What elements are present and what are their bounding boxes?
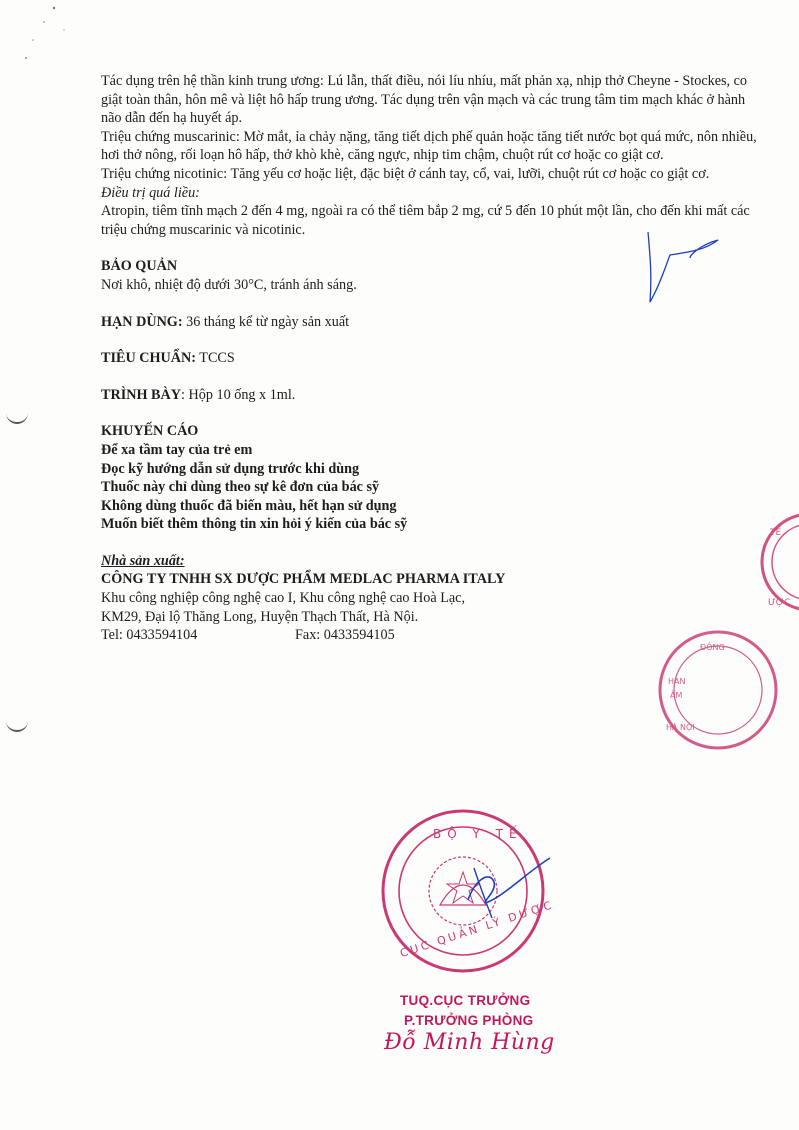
ministry-seal-icon: [383, 811, 556, 971]
expiry-label: HẠN DÙNG:: [101, 313, 183, 330]
storage-heading: BẢO QUẢN: [101, 258, 178, 275]
standard-label: TIÊU CHUẨN:: [101, 350, 196, 367]
svg-text:BỘ Y TẾ: BỘ Y TẾ: [433, 827, 523, 841]
warning-item: Đọc kỹ hướng dẫn sử dụng trước khi dùng: [101, 460, 360, 477]
presentation-value: : Hộp 10 ống x 1ml.: [181, 386, 296, 403]
warning-item: Thuốc này chỉ dùng theo sự kê đơn của bác sỹ: [101, 479, 380, 496]
svg-text:HAN: HAN: [668, 677, 686, 686]
partial-stamp-right-middle-icon: [660, 632, 776, 748]
fax-number: Fax: 0433594105: [295, 627, 395, 644]
svg-text:CỤC QUẢN LÝ DƯỢC: CỤC QUẢN LÝ DƯỢC: [398, 897, 556, 961]
nicotinic-paragraph: Triệu chứng nicotinic: Tăng yếu cơ hoặc liệt, đặc biệt ở cánh tay, cổ, vai, lưỡi, chuột rút cơ hoặc co giật cơ.: [101, 165, 710, 182]
overdose-heading: Điều trị quá liều:: [101, 184, 200, 201]
manufacturer-address-2: KM29, Đại lộ Thăng Long, Huyện Thạch Thất, Hà Nội.: [101, 608, 419, 625]
tel-number: Tel: 0433594104: [101, 627, 198, 644]
manufacturer-name: CÔNG TY TNHH SX DƯỢC PHẨM MEDLAC PHARMA ITALY: [101, 571, 506, 588]
muscarinic-paragraph: Triệu chứng muscarinic: Mờ mắt, ỉa chảy nặng, tăng tiết dịch phế quản hoặc tăng tiết nước bọt quá mức, nôn nhiều, hơi thở nông, rối loạn hô hấp, thở khò khè, căng ngực, nhịp tim chậm, chuột rút cơ hoặc co giật cơ.: [101, 128, 757, 164]
standard-value: TCCS: [195, 350, 235, 367]
manufacturer-heading: Nhà sản xuất:: [101, 552, 185, 569]
cns-effects-paragraph: Tác dụng trên hệ thần kinh trung ương: Lú lẫn, thất điều, nói líu nhíu, mất phản xạ, nhịp thở Cheyne - Stockes, co giật toàn thân, hôn mê và liệt hô hấp trung ương. Tác dụng trên vận mạch và các trung tâm tim mạch khác ở hành não dẫn đến hạ huyết áp.: [101, 73, 748, 127]
presentation-label: TRÌNH BÀY: [101, 386, 182, 403]
partial-stamp-right-upper-icon: [762, 514, 799, 610]
signer-name: Đỗ Minh Hùng: [384, 1030, 555, 1055]
warning-item: Muốn biết thêm thông tin xin hỏi ý kiến của bác sỹ: [101, 516, 408, 533]
warnings-heading: KHUYẾN CÁO: [101, 423, 199, 440]
warning-item: Không dùng thuốc đã biến màu, hết hạn sử dụng: [101, 497, 397, 514]
overdose-paragraph: Atropin, tiêm tĩnh mạch 2 đến 4 mg, ngoài ra có thể tiêm bắp 2 mg, cứ 5 đến 10 phút một lần, cho đến khi mất các triệu chứng muscarinic và nicotinic.: [101, 203, 750, 238]
svg-text:HÀ NỘI: HÀ NỘI: [666, 723, 695, 732]
svg-text:ÂM: ÂM: [670, 691, 683, 700]
approval-title-line1: TUQ.CỤC TRƯỞNG: [400, 993, 531, 1008]
svg-text:ƯỢC: ƯỢC: [768, 598, 791, 608]
manufacturer-address-1: Khu công nghiệp công nghệ cao I, Khu công nghệ cao Hoà Lạc,: [101, 590, 466, 607]
svg-text:ĐÔNG: ĐÔNG: [700, 643, 725, 652]
approval-title-line2: P.TRƯỞNG PHÒNG: [404, 1013, 534, 1028]
svg-text:TẾ: TẾ: [770, 528, 782, 538]
warning-item: Để xa tầm tay của trẻ em: [101, 441, 253, 458]
expiry-value: 36 tháng kể từ ngày sản xuất: [182, 313, 350, 330]
storage-text: Nơi khô, nhiệt độ dưới 30°C, tránh ánh sáng.: [101, 276, 357, 293]
margin-pen-mark-icon: [648, 232, 718, 302]
